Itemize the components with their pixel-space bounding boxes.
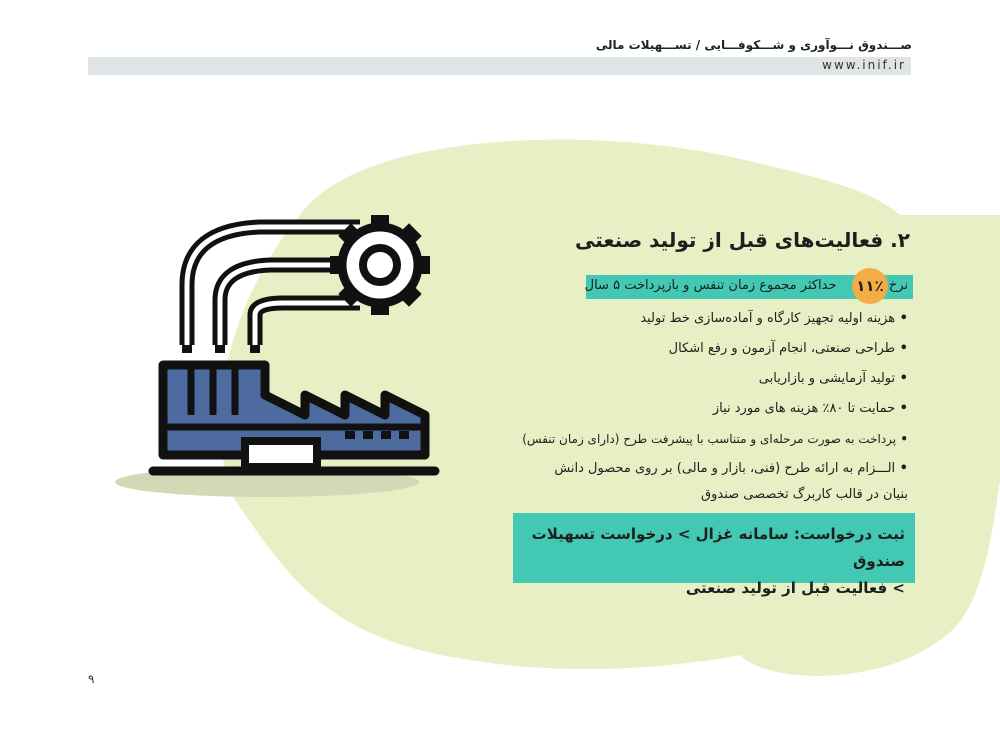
registration-box[interactable] bbox=[513, 513, 915, 597]
section-title: ۲. فعالیت‌های قبل از تولید صنعتی bbox=[574, 228, 910, 252]
list-item: • طراحی صنعتی، انجام آزمون و رفع اشکال bbox=[508, 336, 908, 362]
header-url[interactable]: www.inif.ir bbox=[822, 58, 906, 72]
registration-path-line1: ثبت درخواست: سامانه غزال > درخواست تسهیلات صندوق bbox=[531, 525, 905, 570]
list-item: • الـــزام به ارائه طرح (فنی، بازار و مالی) بر روی محصول دانش بنیان در قالب کاربرگ تخصصی صندوق bbox=[528, 456, 908, 508]
factory-gear-icon bbox=[105, 205, 455, 505]
header-title: صـــندوق نـــوآوری و شـــکوفـــایی / تســـهیلات مالی bbox=[595, 38, 912, 52]
list-item: • حمایت تا ۸۰٪ هزینه های مورد نیاز bbox=[508, 396, 908, 422]
feature-list bbox=[508, 306, 908, 512]
rate-prefix: نرخ bbox=[888, 278, 908, 293]
list-item: • تولید آزمایشی و بازاریابی bbox=[508, 366, 908, 392]
rate-badge: ۱۱٪ bbox=[852, 268, 888, 304]
list-item: • هزینه اولیه تجهیز کارگاه و آماده‌سازی خط تولید bbox=[508, 306, 908, 332]
rate-text: حداکثر مجموع زمان تنفس و بازپرداخت ۵ سال bbox=[584, 278, 837, 293]
page-number: ۹ bbox=[88, 672, 95, 686]
registration-path-line2: > فعالیت قبل از تولید صنعتی bbox=[685, 579, 905, 597]
list-item: • پرداخت به صورت مرحله‌ای و متناسب با پیشرفت طرح (دارای زمان تنفس) bbox=[508, 426, 908, 452]
